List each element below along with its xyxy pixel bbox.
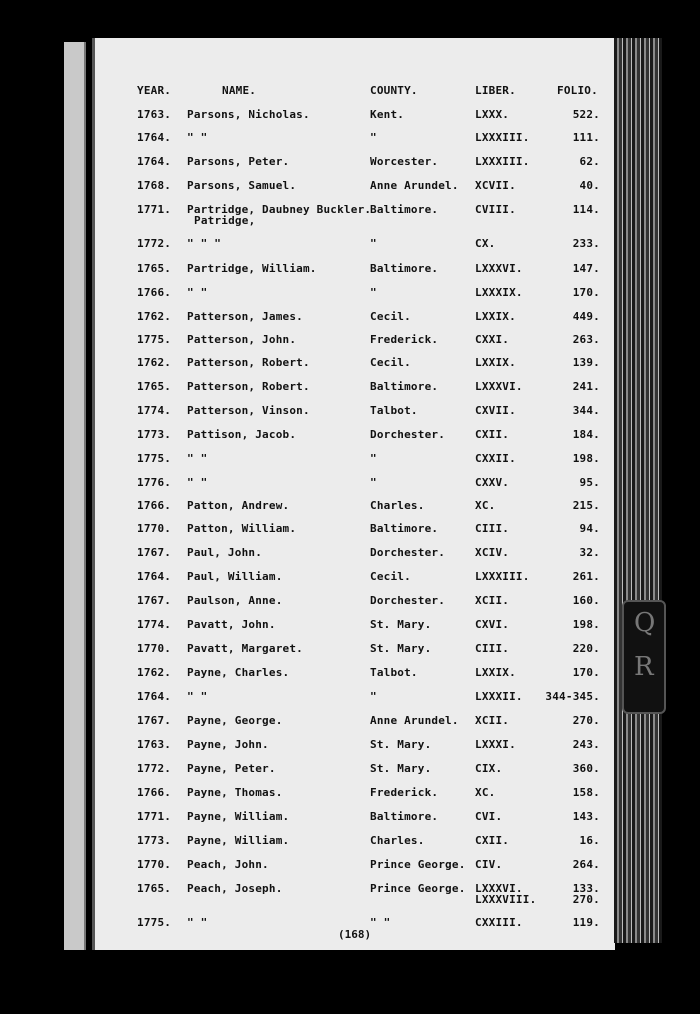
row-county: Frederick. xyxy=(370,786,439,799)
row-liber: CXVII. xyxy=(475,404,516,417)
row-name: Partridge, Daubney Buckler. xyxy=(187,203,372,216)
row-county: Charles. xyxy=(370,499,425,512)
row-name: Payne, John. xyxy=(187,738,269,751)
row-year: 1766. xyxy=(137,786,172,799)
row-liber: CVI. xyxy=(475,810,503,823)
row-name: Payne, George. xyxy=(187,714,283,727)
row-liber: CX. xyxy=(475,237,496,250)
header-county: COUNTY. xyxy=(370,84,418,97)
row-year: 1766. xyxy=(137,286,172,299)
row-county: Prince George. xyxy=(370,882,466,895)
row-name: Parsons, Samuel. xyxy=(187,179,297,192)
row-year: 1765. xyxy=(137,882,172,895)
row-folio: 170. xyxy=(572,286,600,299)
row-folio: 215. xyxy=(572,499,600,512)
row-county: St. Mary. xyxy=(370,642,432,655)
row-folio: 198. xyxy=(572,452,600,465)
row-year: 1762. xyxy=(137,310,172,323)
row-liber: CVIII. xyxy=(475,203,516,216)
row-name: Partridge, William. xyxy=(187,262,317,275)
row-county: Anne Arundel. xyxy=(370,179,459,192)
row-folio: 263. xyxy=(572,333,600,346)
row-year: 1768. xyxy=(137,179,172,192)
row-folio-continued: 270. xyxy=(572,893,600,906)
row-county: " xyxy=(370,476,377,489)
row-liber: LXXXVI. xyxy=(475,380,523,393)
row-county: Kent. xyxy=(370,108,405,121)
row-liber: LXXIX. xyxy=(475,310,516,323)
row-year: 1765. xyxy=(137,262,172,275)
row-folio: 114. xyxy=(572,203,600,216)
row-liber: CXXV. xyxy=(475,476,510,489)
row-liber: CXXII. xyxy=(475,452,516,465)
row-county: " xyxy=(370,286,377,299)
tab-letter-q: Q xyxy=(634,608,656,638)
row-name: Paulson, Anne. xyxy=(187,594,283,607)
row-county: St. Mary. xyxy=(370,762,432,775)
row-name: Patterson, Robert. xyxy=(187,380,310,393)
row-folio: 158. xyxy=(572,786,600,799)
row-name: Patterson, Robert. xyxy=(187,356,310,369)
row-year: 1775. xyxy=(137,333,172,346)
row-name: Patterson, John. xyxy=(187,333,297,346)
row-year: 1772. xyxy=(137,762,172,775)
row-folio: 522. xyxy=(572,108,600,121)
row-year: 1764. xyxy=(137,155,172,168)
row-liber: LXXXIII. xyxy=(475,131,530,144)
row-county: " xyxy=(370,131,377,144)
row-liber: XCIV. xyxy=(475,546,510,559)
row-year: 1775. xyxy=(137,452,172,465)
row-name: " " xyxy=(187,452,208,465)
row-liber: LXXX. xyxy=(475,108,510,121)
row-liber: XCII. xyxy=(475,594,510,607)
row-year: 1767. xyxy=(137,594,172,607)
row-county: St. Mary. xyxy=(370,738,432,751)
row-name: Parsons, Nicholas. xyxy=(187,108,310,121)
row-folio: 243. xyxy=(572,738,600,751)
row-year: 1767. xyxy=(137,714,172,727)
row-folio: 94. xyxy=(579,522,600,535)
row-folio: 344. xyxy=(572,404,600,417)
table-row xyxy=(0,882,700,910)
row-county: Cecil. xyxy=(370,356,411,369)
row-county: Anne Arundel. xyxy=(370,714,459,727)
row-name: Pavatt, John. xyxy=(187,618,276,631)
row-name: " " xyxy=(187,690,208,703)
row-year: 1770. xyxy=(137,858,172,871)
row-name: Parsons, Peter. xyxy=(187,155,290,168)
row-year: 1762. xyxy=(137,666,172,679)
header-liber: LIBER. xyxy=(475,84,516,97)
row-name: Payne, Charles. xyxy=(187,666,290,679)
row-year: 1770. xyxy=(137,522,172,535)
row-liber: CIII. xyxy=(475,642,510,655)
row-folio: 95. xyxy=(579,476,600,489)
row-year: 1775. xyxy=(137,916,172,929)
row-year: 1764. xyxy=(137,570,172,583)
row-county: Talbot. xyxy=(370,666,418,679)
row-county: " xyxy=(370,690,377,703)
row-name: Peach, John. xyxy=(187,858,269,871)
row-county: Baltimore. xyxy=(370,522,439,535)
row-year: 1772. xyxy=(137,237,172,250)
row-folio: 147. xyxy=(572,262,600,275)
row-year: 1771. xyxy=(137,203,172,216)
row-folio: 270. xyxy=(572,714,600,727)
row-folio: 198. xyxy=(572,618,600,631)
table-row xyxy=(0,237,700,265)
row-folio: 143. xyxy=(572,810,600,823)
row-name: Payne, Thomas. xyxy=(187,786,283,799)
row-county: Baltimore. xyxy=(370,810,439,823)
row-liber: LXXXVI. xyxy=(475,882,523,895)
row-year: 1776. xyxy=(137,476,172,489)
row-liber: CIV. xyxy=(475,858,503,871)
row-folio: 133. xyxy=(572,882,600,895)
row-year: 1764. xyxy=(137,131,172,144)
row-year: 1765. xyxy=(137,380,172,393)
row-county: Talbot. xyxy=(370,404,418,417)
row-liber: CXII. xyxy=(475,428,510,441)
row-name: " " xyxy=(187,916,208,929)
row-liber: LXXXVI. xyxy=(475,262,523,275)
row-name: Payne, Peter. xyxy=(187,762,276,775)
row-year: 1762. xyxy=(137,356,172,369)
row-liber: CXVI. xyxy=(475,618,510,631)
row-county: Dorchester. xyxy=(370,428,446,441)
row-folio: 449. xyxy=(572,310,600,323)
row-liber: XC. xyxy=(475,499,496,512)
row-county: Baltimore. xyxy=(370,262,439,275)
row-name: Paul, William. xyxy=(187,570,283,583)
row-folio: 264. xyxy=(572,858,600,871)
row-liber: LXXXIX. xyxy=(475,286,523,299)
row-name: Payne, William. xyxy=(187,834,290,847)
row-name: " " xyxy=(187,476,208,489)
row-county: Prince George. xyxy=(370,858,466,871)
row-name: Peach, Joseph. xyxy=(187,882,283,895)
header-name: NAME. xyxy=(222,84,257,97)
row-liber: LXXXIII. xyxy=(475,155,530,168)
row-liber: LXXXI. xyxy=(475,738,516,751)
row-folio: 40. xyxy=(579,179,600,192)
header-year: YEAR. xyxy=(137,84,172,97)
row-year: 1771. xyxy=(137,810,172,823)
row-liber: CIX. xyxy=(475,762,503,775)
row-year: 1763. xyxy=(137,738,172,751)
header-folio: FOLIO. xyxy=(557,84,598,97)
row-year: 1774. xyxy=(137,618,172,631)
row-liber: XCII. xyxy=(475,714,510,727)
row-county: Baltimore. xyxy=(370,380,439,393)
row-county: St. Mary. xyxy=(370,618,432,631)
row-year: 1773. xyxy=(137,834,172,847)
row-name: Patton, William. xyxy=(187,522,297,535)
row-name: " " xyxy=(187,286,208,299)
row-county: Dorchester. xyxy=(370,546,446,559)
row-liber: LXXIX. xyxy=(475,356,516,369)
row-folio: 139. xyxy=(572,356,600,369)
row-name: Pavatt, Margaret. xyxy=(187,642,303,655)
row-county: Cecil. xyxy=(370,570,411,583)
row-liber: XC. xyxy=(475,786,496,799)
row-liber: LXXIX. xyxy=(475,666,516,679)
row-county: Dorchester. xyxy=(370,594,446,607)
row-folio: 119. xyxy=(572,916,600,929)
row-liber: CXII. xyxy=(475,834,510,847)
row-liber: CIII. xyxy=(475,522,510,535)
row-name: " " " xyxy=(187,237,222,250)
row-liber: CXXI. xyxy=(475,333,510,346)
row-folio: 360. xyxy=(572,762,600,775)
row-folio: 241. xyxy=(572,380,600,393)
row-county: Cecil. xyxy=(370,310,411,323)
row-folio: 233. xyxy=(572,237,600,250)
row-county: " xyxy=(370,452,377,465)
row-year: 1767. xyxy=(137,546,172,559)
row-folio: 32. xyxy=(579,546,600,559)
row-year: 1774. xyxy=(137,404,172,417)
row-folio: 16. xyxy=(579,834,600,847)
row-folio: 170. xyxy=(572,666,600,679)
row-year: 1770. xyxy=(137,642,172,655)
row-year: 1763. xyxy=(137,108,172,121)
row-year: 1773. xyxy=(137,428,172,441)
row-name: Patterson, James. xyxy=(187,310,303,323)
row-liber-continued: LXXXVIII. xyxy=(475,893,537,906)
row-liber: LXXXII. xyxy=(475,690,523,703)
row-name: Pattison, Jacob. xyxy=(187,428,297,441)
row-folio: 220. xyxy=(572,642,600,655)
row-county: " xyxy=(370,237,377,250)
row-liber: XCVII. xyxy=(475,179,516,192)
row-county: Frederick. xyxy=(370,333,439,346)
page-number: (168) xyxy=(338,928,372,941)
row-county: Worcester. xyxy=(370,155,439,168)
row-name: " " xyxy=(187,131,208,144)
row-folio: 62. xyxy=(579,155,600,168)
row-county: " " xyxy=(370,916,391,929)
row-folio: 160. xyxy=(572,594,600,607)
row-year: 1766. xyxy=(137,499,172,512)
row-folio: 111. xyxy=(572,131,600,144)
row-liber: LXXXIII. xyxy=(475,570,530,583)
row-name: Payne, William. xyxy=(187,810,290,823)
row-folio: 261. xyxy=(572,570,600,583)
row-name: Paul, John. xyxy=(187,546,263,559)
row-county: Baltimore. xyxy=(370,203,439,216)
row-county: Charles. xyxy=(370,834,425,847)
row-name: Patton, Andrew. xyxy=(187,499,290,512)
row-name: Patterson, Vinson. xyxy=(187,404,310,417)
column-header-row xyxy=(0,84,700,98)
tab-letter-r: R xyxy=(634,652,654,682)
row-name-continued: Patridge, xyxy=(194,214,256,227)
row-folio: 344-345. xyxy=(545,690,600,703)
row-year: 1764. xyxy=(137,690,172,703)
row-folio: 184. xyxy=(572,428,600,441)
table-row xyxy=(0,203,700,231)
row-liber: CXXIII. xyxy=(475,916,523,929)
